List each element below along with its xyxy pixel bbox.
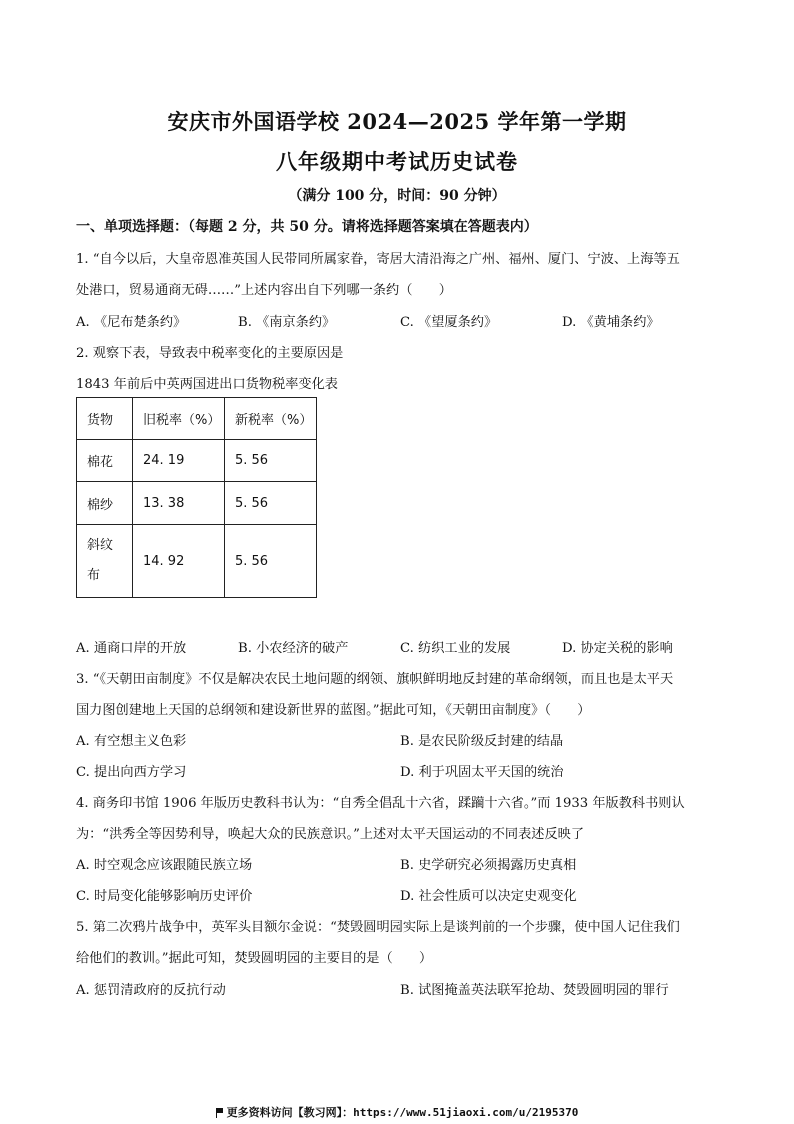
- table-row: [77, 525, 317, 598]
- question-text-line: 国力图创建地上天国的总纲领和建设新世界的蓝图。”据此可知，《天朝田亩制度》（ ）: [76, 703, 591, 718]
- option-d: D. 社会性质可以决定史观变化: [400, 889, 577, 904]
- footer-link[interactable]: 更多资料访问【教习网】：https://www.51jiaoxi.com/u/2195370: [226, 1106, 579, 1119]
- option-b: B. 《南京条约》: [238, 315, 336, 330]
- question-text-line: 4. 商务印书馆 1906 年版历史教科书认为：“自秀全倡乱十六省，蹂躏十六省。”而 1933 年版教科书则认: [76, 796, 685, 811]
- question-text-line: 3. “《天朝田亩制度》不仅是解决农民土地问题的纲领、旗帜鲜明地反封建的革命纲领，而且也是太平天: [76, 672, 674, 687]
- flag-icon: [216, 1108, 224, 1117]
- question-text-line: 为：“洪秀全等因势利导，唤起大众的民族意识。”上述对太平天国运动的不同表述反映了: [76, 827, 585, 842]
- table-cell: 5. 56: [225, 440, 317, 482]
- table-cell: 棉纱: [77, 482, 133, 525]
- option-a: A. 时空观念应该跟随民族立场: [76, 858, 253, 873]
- option-a: A. 有空想主义色彩: [76, 734, 187, 749]
- section-heading: 一、单项选择题：（每题 2 分，共 50 分。请将选择题答案填在答题表内）: [76, 219, 538, 235]
- question-text-line: 给他们的教训。”据此可知，焚毁圆明园的主要目的是（ ）: [76, 951, 433, 966]
- table-row: [77, 482, 317, 525]
- option-d: D. 《黄埔条约》: [562, 315, 660, 330]
- table-cell: [77, 525, 133, 598]
- table-caption: 1843 年前后中英两国进出口货物税率变化表: [76, 377, 338, 392]
- question-text-line: 2. 观察下表，导致表中税率变化的主要原因是: [76, 346, 344, 361]
- exam-title-line1: 安庆市外国语学校 2024—2025 学年第一学期: [167, 109, 627, 134]
- option-c: C. 纺织工业的发展: [400, 641, 511, 656]
- exam-subtitle: （满分 100 分，时间：90 分钟）: [288, 188, 506, 204]
- option-a: A. 《尼布楚条约》: [76, 315, 187, 330]
- option-b: B. 试图掩盖英法联军抢劫、焚毁圆明园的罪行: [400, 983, 669, 998]
- option-c: C. 时局变化能够影响历史评价: [76, 889, 253, 904]
- table-cell-line: 斜纹: [87, 538, 114, 553]
- tax-rate-table: [76, 397, 317, 598]
- table-cell: 24. 19: [133, 440, 225, 482]
- option-a: A. 通商口岸的开放: [76, 641, 187, 656]
- option-b: B. 小农经济的破产: [238, 641, 349, 656]
- table-header-cell: 新税率（%）: [225, 398, 317, 440]
- table-cell: 棉花: [77, 440, 133, 482]
- table-cell-line: 布: [87, 568, 101, 583]
- option-b: B. 是农民阶级反封建的结晶: [400, 734, 564, 749]
- option-a: A. 惩罚清政府的反抗行动: [76, 983, 226, 998]
- option-c: C. 提出向西方学习: [76, 765, 187, 780]
- table-cell: 13. 38: [133, 482, 225, 525]
- table-header-row: [77, 398, 317, 440]
- table-cell: 14. 92: [133, 525, 225, 598]
- question-text-line: 1. “自今以后，大皇帝恩准英国人民带同所属家眷，寄居大清沿海之广州、福州、厦门、宁波、上海等五: [76, 252, 680, 267]
- option-d: D. 利于巩固太平天国的统治: [400, 765, 564, 780]
- option-b: B. 史学研究必须揭露历史真相: [400, 858, 577, 873]
- table-cell: 5. 56: [225, 525, 317, 598]
- question-text-line: 处港口，贸易通商无碍……”上述内容出自下列哪一条约（ ）: [76, 283, 452, 298]
- table-row: [77, 440, 317, 482]
- option-d: D. 协定关税的影响: [562, 641, 673, 656]
- question-text-line: 5. 第二次鸦片战争中，英军头目额尔金说：“焚毁圆明园实际上是谈判前的一个步骤，使中国人记住我们: [76, 920, 680, 935]
- table-header-cell: 旧税率（%）: [133, 398, 225, 440]
- table-cell: 5. 56: [225, 482, 317, 525]
- footer: [0, 1104, 794, 1120]
- table-header-cell: 货物: [77, 398, 133, 440]
- exam-title-line2: 八年级期中考试历史试卷: [276, 149, 518, 174]
- option-c: C. 《望厦条约》: [400, 315, 498, 330]
